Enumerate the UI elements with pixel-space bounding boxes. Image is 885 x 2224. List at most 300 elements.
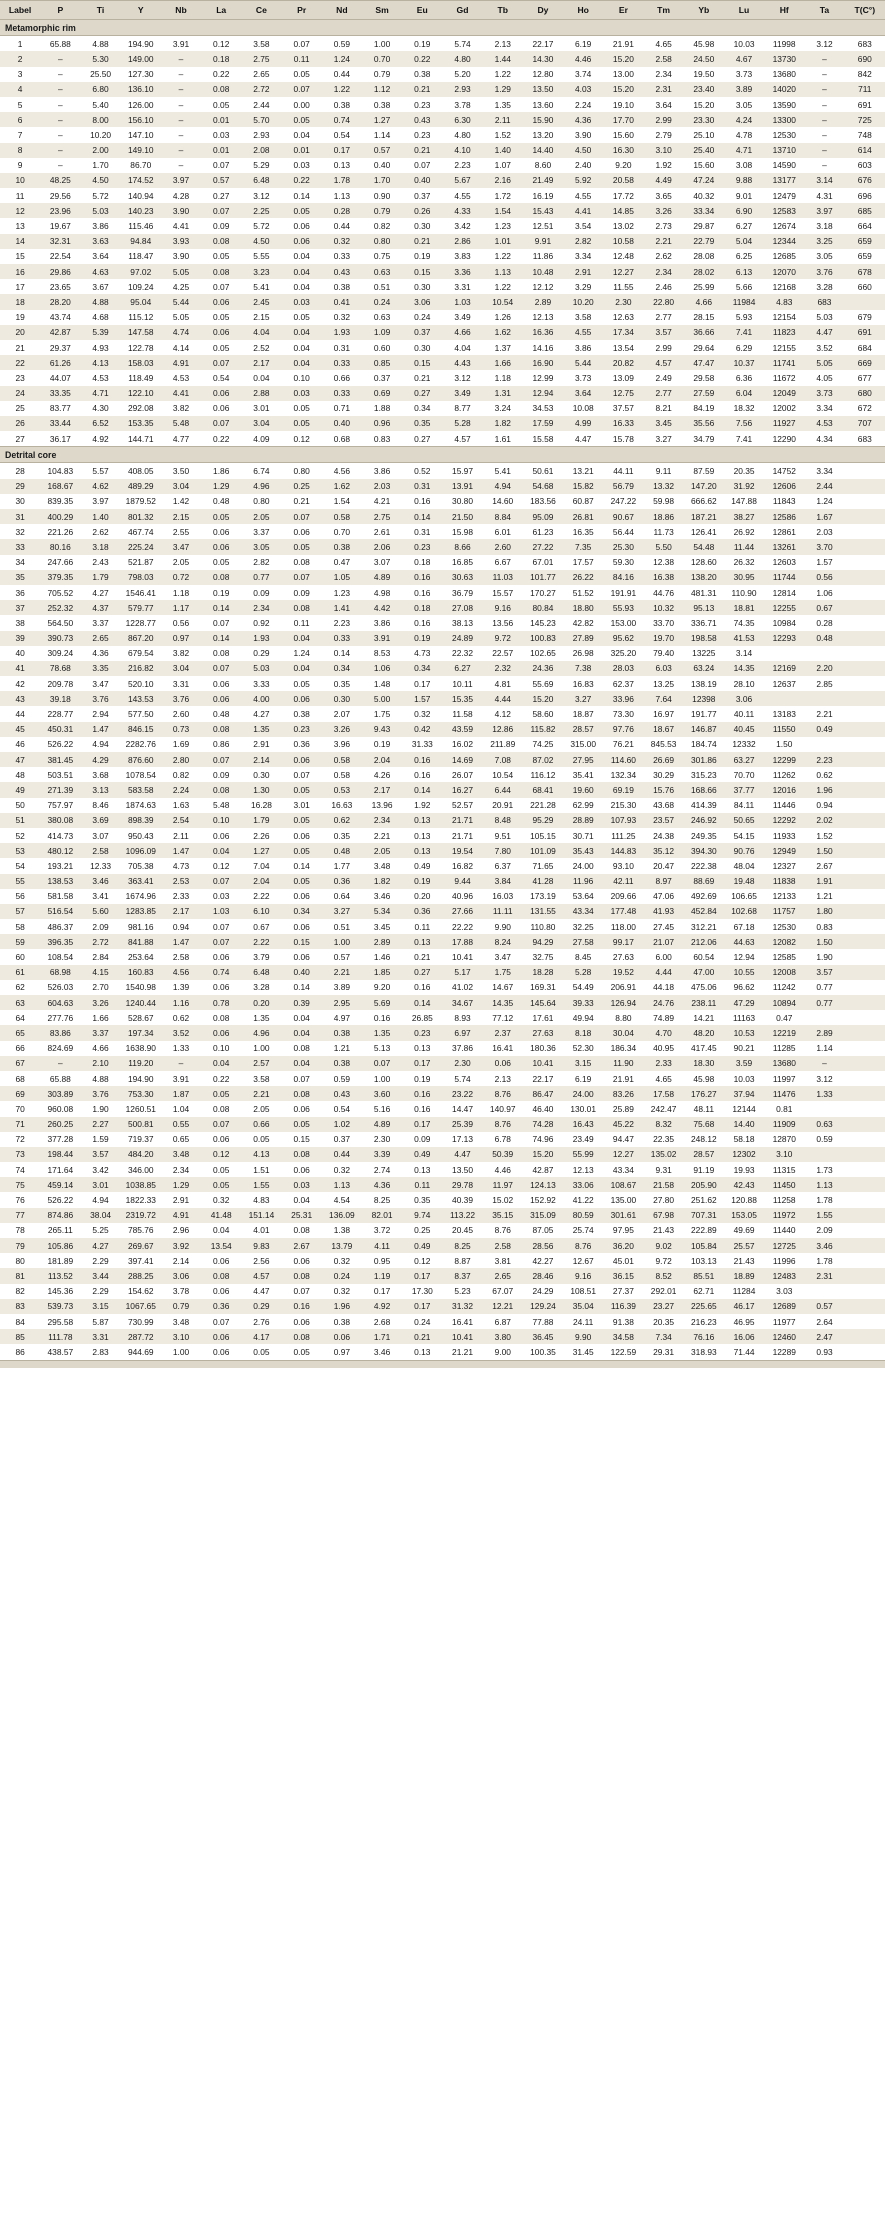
cell-yb: 15.20 [684,97,724,112]
cell-ce: 2.05 [241,1101,281,1116]
cell-tm: 20.47 [644,858,684,873]
cell-pr: 0.06 [282,234,322,249]
cell-nd: 0.38 [322,1314,362,1329]
cell-la: 0.08 [201,82,241,97]
cell-nd: 0.28 [322,203,362,218]
cell-pr: 0.06 [282,949,322,964]
cell-tb: 7.80 [483,843,523,858]
cell-ta: 1.55 [804,1208,844,1223]
cell-ce: 2.93 [241,127,281,142]
cell-lu: 19.93 [724,1162,764,1177]
cell-ta: 0.94 [804,798,844,813]
cell-eu: 0.30 [402,218,442,233]
cell-p: 390.73 [40,631,80,646]
row-label: 55 [0,874,40,889]
cell-tm: 3.57 [644,325,684,340]
table-row [0,813,885,828]
table-row [0,279,885,294]
cell-la: 0.07 [201,874,241,889]
cell-la: 0.08 [201,234,241,249]
cell-nd: 0.35 [322,676,362,691]
cell-ta: 1.50 [804,934,844,949]
cell-tb: 2.11 [483,112,523,127]
cell-lu: 12302 [724,1147,764,1162]
table-row [0,203,885,218]
cell-nb: 2.34 [161,1162,201,1177]
cell-sm: 0.63 [362,310,402,325]
cell-pr: 0.11 [282,615,322,630]
row-label: 57 [0,904,40,919]
cell-ti: 3.44 [80,1268,120,1283]
cell-lu: 14.35 [724,661,764,676]
table-row [0,97,885,112]
cell-t-c [845,661,885,676]
cell-lu: 4.71 [724,143,764,158]
cell-nb: 4.14 [161,340,201,355]
cell-la: 0.12 [201,858,241,873]
cell-pr: 0.22 [282,173,322,188]
cell-hf: 12861 [764,524,804,539]
table-row [0,615,885,630]
cell-hf: 12583 [764,203,804,218]
cell-t-c [845,782,885,797]
cell-eu: 0.07 [402,158,442,173]
cell-tm: 67.98 [644,1208,684,1223]
cell-er: 215.30 [603,798,643,813]
cell-t-c: 684 [845,340,885,355]
cell-ti: 4.37 [80,600,120,615]
cell-y: 292.08 [121,401,161,416]
cell-ta: 2.02 [804,813,844,828]
table-row [0,585,885,600]
cell-er: 21.91 [603,36,643,52]
table-row [0,1162,885,1177]
cell-tb: 4.81 [483,676,523,691]
cell-nb: 2.96 [161,1223,201,1238]
cell-hf: 12299 [764,752,804,767]
cell-t-c [845,995,885,1010]
cell-nb: – [161,158,201,173]
cell-p: 526.22 [40,1192,80,1207]
section-header-row [0,20,885,36]
cell-dy: 13.50 [523,82,563,97]
cell-sm: 13.96 [362,798,402,813]
cell-sm: 5.00 [362,691,402,706]
cell-hf: 11262 [764,767,804,782]
cell-hf: 12049 [764,386,804,401]
cell-yb: 4.66 [684,294,724,309]
cell-lu: 70.70 [724,767,764,782]
cell-yb: 48.20 [684,1025,724,1040]
cell-la: 0.06 [201,1025,241,1040]
cell-ti: 4.36 [80,646,120,661]
cell-nb: 1.18 [161,585,201,600]
cell-lu: 120.88 [724,1192,764,1207]
cell-la: 0.07 [201,1117,241,1132]
row-label: 8 [0,143,40,158]
cell-er: 55.93 [603,600,643,615]
cell-hf: 12290 [764,431,804,447]
table-row [0,82,885,97]
row-label: 63 [0,995,40,1010]
cell-p: 526.03 [40,980,80,995]
cell-ce: 5.55 [241,249,281,264]
cell-ti: 5.57 [80,463,120,479]
cell-t-c: 679 [845,310,885,325]
cell-tm: 13.25 [644,676,684,691]
cell-tb: 13.56 [483,615,523,630]
cell-sm: 0.17 [362,1284,402,1299]
row-label: 37 [0,600,40,615]
cell-yb: 336.71 [684,615,724,630]
cell-y: 397.41 [121,1253,161,1268]
cell-ce: 4.00 [241,691,281,706]
row-label: 79 [0,1238,40,1253]
cell-ti: 3.57 [80,1147,120,1162]
cell-sm: 0.82 [362,218,402,233]
cell-ta: 1.91 [804,874,844,889]
cell-sm: 4.21 [362,494,402,509]
cell-ti: 2.62 [80,524,120,539]
cell-gd: 3.83 [442,249,482,264]
cell-p: 503.51 [40,767,80,782]
cell-ce: 2.04 [241,874,281,889]
cell-er: 118.00 [603,919,643,934]
row-label: 46 [0,737,40,752]
cell-ta: – [804,112,844,127]
cell-la: 0.08 [201,782,241,797]
cell-dy: 105.15 [523,828,563,843]
cell-y: 147.10 [121,127,161,142]
cell-sm: 0.69 [362,386,402,401]
cell-dy: 87.02 [523,752,563,767]
cell-la: 1.03 [201,904,241,919]
cell-er: 13.00 [603,67,643,82]
cell-la: 0.07 [201,1314,241,1329]
cell-p: 33.44 [40,416,80,431]
cell-tm: 9.11 [644,463,684,479]
cell-ti: 3.07 [80,828,120,843]
cell-la: 0.06 [201,1132,241,1147]
cell-p: 400.29 [40,509,80,524]
cell-er: 33.96 [603,691,643,706]
cell-ta: 0.77 [804,995,844,1010]
cell-sm: 3.72 [362,1223,402,1238]
cell-tm: 2.31 [644,82,684,97]
cell-yb: 54.48 [684,539,724,554]
cell-yb: 45.98 [684,36,724,52]
cell-yb: 28.15 [684,310,724,325]
cell-nd: 1.77 [322,858,362,873]
cell-eu: 0.42 [402,722,442,737]
cell-t-c [845,1010,885,1025]
cell-t-c: 685 [845,203,885,218]
cell-sm: 1.14 [362,127,402,142]
cell-ta: 2.09 [804,1223,844,1238]
cell-la: 0.03 [201,127,241,142]
cell-ho: 25.74 [563,1223,603,1238]
cell-ho: 3.90 [563,127,603,142]
cell-nd: 1.02 [322,1117,362,1132]
cell-nb: 1.17 [161,600,201,615]
cell-ce: 6.48 [241,173,281,188]
cell-lu: 18.89 [724,1268,764,1283]
cell-yb: 25.10 [684,127,724,142]
cell-hf: 12016 [764,782,804,797]
table-row [0,340,885,355]
table-row [0,1101,885,1116]
cell-y: 160.83 [121,965,161,980]
cell-ce: 2.14 [241,752,281,767]
cell-nb: 3.31 [161,676,201,691]
cell-ta: 0.77 [804,980,844,995]
cell-dy: 100.35 [523,1344,563,1360]
cell-ce: 2.88 [241,386,281,401]
cell-ti: 4.13 [80,355,120,370]
cell-eu: 0.16 [402,980,442,995]
cell-yb: 168.66 [684,782,724,797]
table-row [0,173,885,188]
cell-lu: 44.63 [724,934,764,949]
cell-tb: 1.07 [483,158,523,173]
cell-lu: 14.40 [724,1117,764,1132]
cell-p: 198.44 [40,1147,80,1162]
cell-ho: 9.90 [563,1329,603,1344]
cell-la: 0.05 [201,249,241,264]
cell-ce: 0.29 [241,1299,281,1314]
cell-dy: 152.92 [523,1192,563,1207]
table-row [0,143,885,158]
cell-dy: 115.82 [523,722,563,737]
table-row [0,218,885,233]
cell-ta: 1.78 [804,1192,844,1207]
cell-sm: 4.11 [362,1238,402,1253]
row-label: 25 [0,401,40,416]
cell-tm: 41.93 [644,904,684,919]
cell-lu: 12144 [724,1101,764,1116]
cell-lu: 12.94 [724,949,764,964]
cell-yb: 205.90 [684,1177,724,1192]
cell-p: 44.07 [40,370,80,385]
cell-pr: 0.03 [282,1177,322,1192]
row-label: 16 [0,264,40,279]
cell-p: 145.36 [40,1284,80,1299]
cell-nd: 0.66 [322,370,362,385]
cell-er: 25.89 [603,1101,643,1116]
cell-nb: 4.91 [161,1208,201,1223]
cell-t-c [845,1086,885,1101]
cell-tm: 1.92 [644,158,684,173]
cell-eu: 9.74 [402,1208,442,1223]
cell-pr: 0.04 [282,340,322,355]
cell-ho: 23.49 [563,1132,603,1147]
row-label: 20 [0,325,40,340]
cell-p: 960.08 [40,1101,80,1116]
cell-er: 36.20 [603,1238,643,1253]
cell-nd: 1.62 [322,479,362,494]
cell-y: 1228.77 [121,615,161,630]
cell-t-c [845,1268,885,1283]
cell-lu: 153.05 [724,1208,764,1223]
cell-ti: 3.47 [80,676,120,691]
cell-tb: 1.61 [483,431,523,447]
cell-ta: 2.64 [804,1314,844,1329]
table-row [0,264,885,279]
cell-dy: 9.91 [523,234,563,249]
cell-nd: 0.58 [322,752,362,767]
cell-t-c [845,722,885,737]
cell-ta: – [804,82,844,97]
row-label: 36 [0,585,40,600]
table-header-row [0,1,885,20]
cell-nd: 0.59 [322,36,362,52]
cell-nd: 1.05 [322,570,362,585]
cell-ta: 0.63 [804,1117,844,1132]
cell-pr: 0.05 [282,203,322,218]
cell-la: 0.19 [201,585,241,600]
cell-ho: 5.92 [563,173,603,188]
cell-nb: 3.91 [161,36,201,52]
row-label: 41 [0,661,40,676]
cell-tb: 50.39 [483,1147,523,1162]
cell-ta: 4.47 [804,325,844,340]
cell-ce: 4.27 [241,706,281,721]
cell-nd: 2.95 [322,995,362,1010]
cell-dy: 58.60 [523,706,563,721]
cell-yb: 40.32 [684,188,724,203]
cell-y: 1879.52 [121,494,161,509]
cell-nd: 0.38 [322,97,362,112]
cell-pr: 0.34 [282,904,322,919]
cell-nb: 1.69 [161,737,201,752]
cell-p: 108.54 [40,949,80,964]
table-row [0,1177,885,1192]
cell-ti: 4.88 [80,294,120,309]
cell-nb: – [161,67,201,82]
cell-y: 269.67 [121,1238,161,1253]
cell-ce: 5.72 [241,218,281,233]
cell-eu: 0.35 [402,1192,442,1207]
cell-ho: 3.73 [563,370,603,385]
cell-p: – [40,82,80,97]
cell-ta: 3.57 [804,965,844,980]
cell-sm: 0.40 [362,158,402,173]
cell-nd: 0.74 [322,112,362,127]
cell-nd: 0.40 [322,416,362,431]
cell-dy: 36.45 [523,1329,563,1344]
cell-nb: 2.11 [161,828,201,843]
cell-ta: 3.25 [804,234,844,249]
cell-y: 489.29 [121,479,161,494]
cell-eu: 0.13 [402,813,442,828]
cell-la: 0.05 [201,310,241,325]
cell-ce: 9.83 [241,1238,281,1253]
cell-nb: 1.63 [161,798,201,813]
cell-eu: 0.16 [402,767,442,782]
cell-hf: 10894 [764,995,804,1010]
cell-t-c [845,858,885,873]
cell-tm: 24.76 [644,995,684,1010]
cell-t-c [845,1253,885,1268]
cell-tb: 1.26 [483,310,523,325]
cell-er: 12.27 [603,1147,643,1162]
cell-hf: 12674 [764,218,804,233]
cell-t-c: 691 [845,97,885,112]
cell-ho: 54.49 [563,980,603,995]
cell-la: 0.07 [201,919,241,934]
cell-lu: 40.11 [724,706,764,721]
cell-t-c [845,798,885,813]
column-header-yb: Yb [684,1,724,20]
cell-er: 34.58 [603,1329,643,1344]
cell-p: 271.39 [40,782,80,797]
cell-ta: 5.05 [804,355,844,370]
cell-yb: 417.45 [684,1041,724,1056]
cell-sm: 9.43 [362,722,402,737]
table-row [0,1010,885,1025]
cell-ti: 4.27 [80,585,120,600]
row-label: 50 [0,798,40,813]
cell-gd: 26.07 [442,767,482,782]
cell-y: 153.35 [121,416,161,431]
table-row [0,874,885,889]
cell-nb: 0.73 [161,722,201,737]
cell-dy: 2.89 [523,294,563,309]
table-row [0,416,885,431]
table-row [0,782,885,797]
cell-t-c [845,965,885,980]
cell-nd: 1.41 [322,600,362,615]
cell-gd: 5.28 [442,416,482,431]
cell-nb: 4.41 [161,386,201,401]
cell-tb: 11.11 [483,904,523,919]
cell-hf: 12133 [764,889,804,904]
cell-ta: 3.34 [804,401,844,416]
cell-y: 363.41 [121,874,161,889]
cell-sm: 3.48 [362,858,402,873]
cell-yb: 45.98 [684,1071,724,1086]
cell-hf: 11315 [764,1162,804,1177]
cell-er: 301.61 [603,1208,643,1223]
cell-p: 450.31 [40,722,80,737]
cell-dy: 42.27 [523,1253,563,1268]
cell-sm: 2.89 [362,934,402,949]
cell-nb: 3.06 [161,1268,201,1283]
cell-lu: 37.94 [724,1086,764,1101]
cell-dy: 12.13 [523,310,563,325]
cell-hf: 1.50 [764,737,804,752]
cell-p: 381.45 [40,752,80,767]
cell-t-c: 660 [845,279,885,294]
cell-y: 287.72 [121,1329,161,1344]
cell-dy: 12.12 [523,279,563,294]
cell-yb: 28.02 [684,264,724,279]
cell-p: 23.65 [40,279,80,294]
cell-eu: 0.16 [402,585,442,600]
cell-p: – [40,97,80,112]
cell-tb: 0.06 [483,1056,523,1071]
cell-er: 59.30 [603,555,643,570]
cell-p: – [40,143,80,158]
cell-nb: – [161,127,201,142]
cell-hf: 11933 [764,828,804,843]
cell-eu: 0.37 [402,325,442,340]
cell-gd: 10.41 [442,1329,482,1344]
cell-t-c [845,1192,885,1207]
cell-eu: 1.92 [402,798,442,813]
cell-lu: 5.04 [724,234,764,249]
cell-yb: 28.08 [684,249,724,264]
